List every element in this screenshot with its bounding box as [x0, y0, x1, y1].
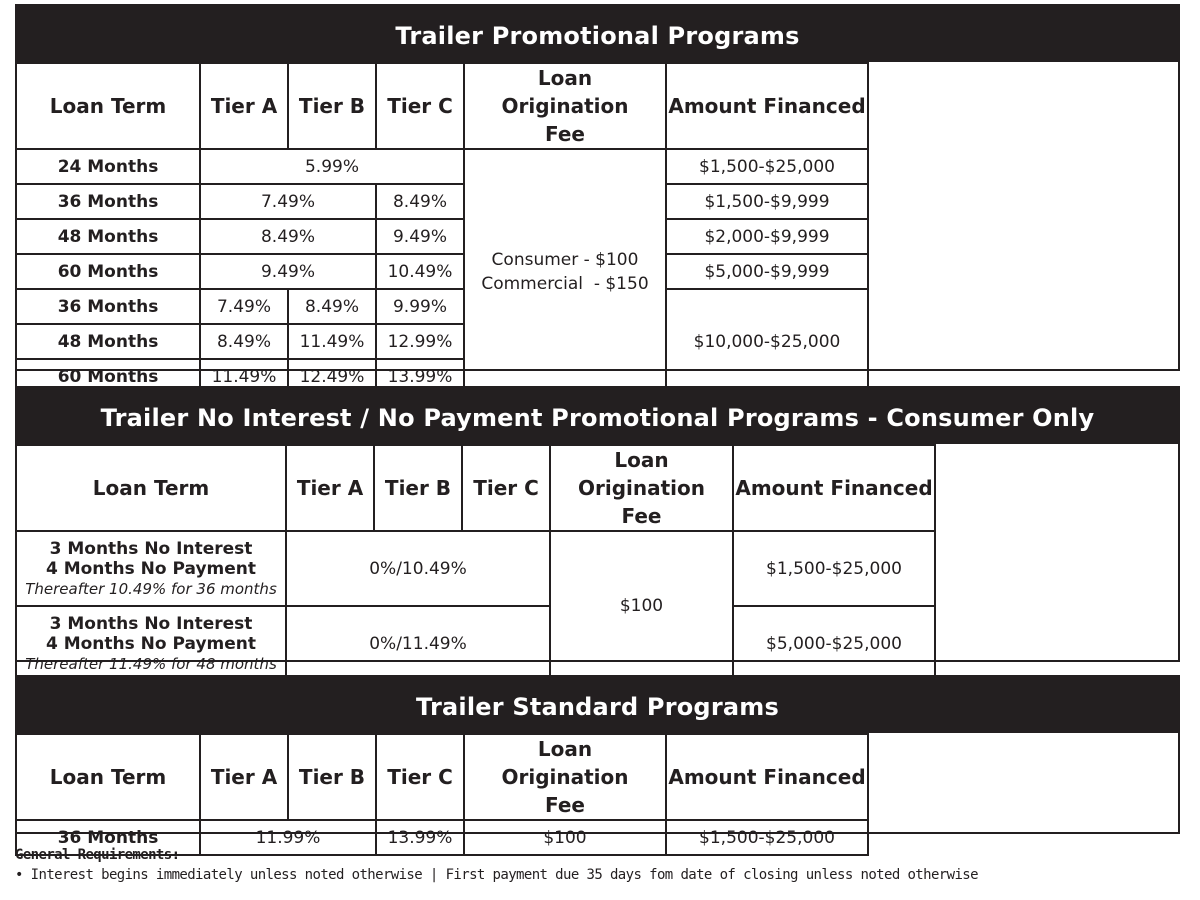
- table-row: [16, 219, 868, 254]
- header-amount-financed: Amount Financed: [733, 445, 935, 531]
- rate-cell: 7.49%: [200, 289, 288, 324]
- amount-financed-cell: $2,000-$9,999: [666, 219, 868, 254]
- rate-cell: 12.49%: [288, 359, 376, 394]
- loan-term-cell: 48 Months: [16, 219, 200, 254]
- header-tier-c: Tier C: [462, 445, 550, 531]
- rate-cell: 9.99%: [376, 289, 464, 324]
- term-line-2: 4 Months No Payment: [45, 558, 257, 579]
- no-interest-programs-title: Trailer No Interest / No Payment Promotional Programs - Consumer Only: [17, 388, 1178, 444]
- standard-programs-table: [15, 733, 869, 856]
- fee-consumer: Consumer - $100: [491, 249, 639, 270]
- requirements-heading: General Requirements:: [15, 847, 180, 863]
- rate-cell: 8.49%: [200, 324, 288, 359]
- promotional-programs-title: Trailer Promotional Programs: [17, 6, 1178, 62]
- amount-financed-cell: $5,000-$25,000: [733, 606, 935, 681]
- loan-term-cell: 24 Months: [16, 149, 200, 184]
- rate-cell: 8.49%: [376, 184, 464, 219]
- amount-financed-cell: $1,500-$25,000: [666, 820, 868, 855]
- rate-cell: 9.49%: [376, 219, 464, 254]
- header-tier-b: Tier B: [288, 63, 376, 149]
- promotional-programs-table: [15, 62, 869, 395]
- header-tier-a: Tier A: [286, 445, 374, 531]
- loan-term-cell: 60 Months: [16, 359, 200, 394]
- promotional-programs-section: [15, 4, 1180, 387]
- no-interest-programs-section: [15, 386, 1180, 673]
- rate-cell: 0%/11.49%: [286, 606, 550, 681]
- table-row: [16, 254, 868, 289]
- header-tier-b: Tier B: [288, 734, 376, 820]
- rate-cell: 13.99%: [376, 359, 464, 394]
- rate-cell: 5.99%: [200, 149, 464, 184]
- general-requirements: [15, 845, 978, 885]
- rate-cell: 11.49%: [200, 359, 288, 394]
- rate-cell: 11.99%: [200, 820, 376, 855]
- header-tier-a: Tier A: [200, 734, 288, 820]
- rate-cell: 13.99%: [376, 820, 464, 855]
- requirements-bullet: • Interest begins immediately unless noted otherwise | First payment due 35 days fom date of closing unless noted otherwise: [15, 867, 978, 883]
- table-row: [16, 289, 868, 324]
- term-line-1: 3 Months No Interest: [49, 613, 253, 634]
- rate-cell: 8.49%: [200, 219, 376, 254]
- loan-term-cell: 36 Months: [16, 289, 200, 324]
- term-line-3: Thereafter 10.49% for 36 months: [25, 579, 277, 598]
- header-loan-term: Loan Term: [16, 445, 286, 531]
- standard-programs-title: Trailer Standard Programs: [17, 677, 1178, 733]
- header-amount-financed: Amount Financed: [666, 734, 868, 820]
- loan-term-cell: 36 Months: [16, 820, 200, 855]
- header-loan-term: Loan Term: [16, 734, 200, 820]
- rate-cell: 7.49%: [200, 184, 376, 219]
- term-line-2: 4 Months No Payment: [45, 633, 257, 654]
- table-row: [16, 149, 868, 184]
- loan-origination-fee-cell: [464, 149, 666, 394]
- amount-financed-cell: $1,500-$9,999: [666, 184, 868, 219]
- term-line-1: 3 Months No Interest: [49, 538, 253, 559]
- header-tier-a: Tier A: [200, 63, 288, 149]
- standard-programs-section: [15, 675, 1180, 848]
- rate-cell: 10.49%: [376, 254, 464, 289]
- header-tier-c: Tier C: [376, 734, 464, 820]
- header-tier-b: Tier B: [374, 445, 462, 531]
- amount-financed-cell: $5,000-$9,999: [666, 254, 868, 289]
- loan-term-cell: 60 Months: [16, 254, 200, 289]
- header-amount-financed: Amount Financed: [666, 63, 868, 149]
- amount-financed-cell: $1,500-$25,000: [666, 149, 868, 184]
- loan-term-cell: 36 Months: [16, 184, 200, 219]
- table-row: [16, 606, 935, 681]
- term-line-3: Thereafter 11.49% for 48 months: [25, 654, 277, 673]
- loan-term-cell: [16, 606, 286, 681]
- amount-financed-cell: $10,000-$25,000: [666, 289, 868, 394]
- table-row: [16, 184, 868, 219]
- table-row: [16, 531, 935, 606]
- loan-term-cell: 48 Months: [16, 324, 200, 359]
- rate-cell: 12.99%: [376, 324, 464, 359]
- header-loan-origination-fee: Loan Origination Fee: [464, 63, 666, 149]
- rate-cell: 9.49%: [200, 254, 376, 289]
- fee-commercial: Commercial - $150: [481, 273, 649, 294]
- header-loan-origination-fee: Loan Origination Fee: [464, 734, 666, 820]
- rate-cell: 11.49%: [288, 324, 376, 359]
- loan-origination-fee-cell: $100: [550, 531, 733, 681]
- loan-origination-fee-cell: $100: [464, 820, 666, 855]
- no-interest-programs-table: [15, 444, 936, 682]
- loan-term-cell: [16, 531, 286, 606]
- rate-cell: 0%/10.49%: [286, 531, 550, 606]
- header-loan-term: Loan Term: [16, 63, 200, 149]
- amount-financed-cell: $1,500-$25,000: [733, 531, 935, 606]
- header-loan-origination-fee: Loan Origination Fee: [550, 445, 733, 531]
- header-tier-c: Tier C: [376, 63, 464, 149]
- rate-cell: 8.49%: [288, 289, 376, 324]
